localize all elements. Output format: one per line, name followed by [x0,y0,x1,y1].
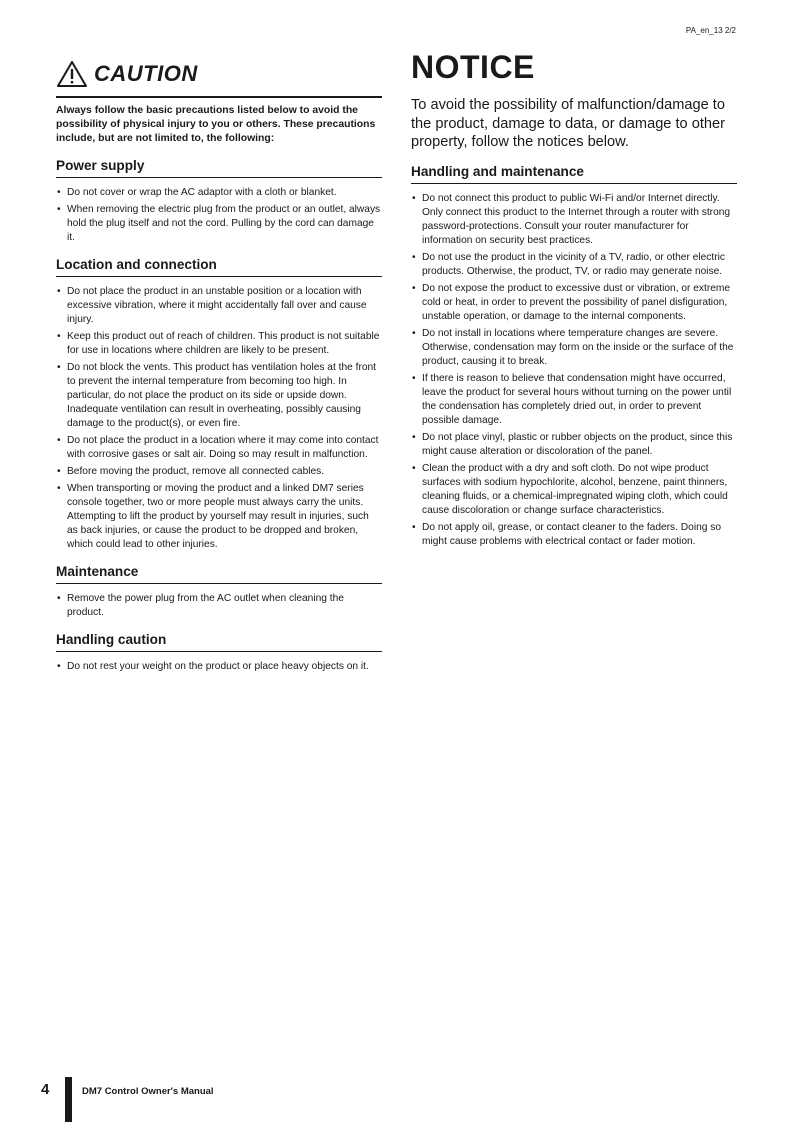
caution-column [56,52,382,677]
section-handling-caution [56,632,382,674]
list-item: • Do not block the vents. This product has ventilation holes at the front to prevent the internal temperature from becoming too high. In particular, do not place the product on its side or upside down. Inadequate ventilation can result in overheating, possibly causing damage to the product(s), or even fire. [56,361,382,431]
caution-intro: Always follow the basic precautions listed below to avoid the possibility of physical injury to you or others. These precautions include, but are not limited to, the following: [56,105,376,144]
notice-column [411,49,737,552]
list-item: • Do not connect this product to public Wi-Fi and/or Internet directly. Only connect this product to the Internet through a router with strong password-protections. Consult your router manufacturer for information on security best practices. [411,192,737,248]
notice-title: NOTICE [411,49,535,85]
section-heading: Handling caution [56,632,382,652]
list-item: • When transporting or moving the product and a linked DM7 series console together, two or more people must always carry the units. Attempting to lift the product by yourself may result in injuries, such as back injuries, or cause the product to be dropped and broken, which could lead to other injuries. [56,482,382,552]
list-item: • Do not expose the product to excessive dust or vibration, or extreme cold or heat, in order to prevent the possibility of panel disfiguration, unstable operation, or damage to the internal components. [411,282,737,324]
document-reference: PA_en_13 2/2 [685,26,736,35]
list-item: • Do not rest your weight on the product or place heavy objects on it. [56,660,382,674]
section-heading: Handling and maintenance [411,164,737,184]
list-item: • Keep this product out of reach of children. This product is not suitable for use in locations where children are likely to be present. [56,330,382,358]
list-item: • Do not use the product in the vicinity of a TV, radio, or other electric products. Otherwise, the product, TV, or radio may generate noise. [411,251,737,279]
list-item: • If there is reason to believe that condensation might have occurred, leave the product for several hours without turning on the power until the condensation has completely dried out, in order to prevent possible damage. [411,372,737,428]
list-item: • Clean the product with a dry and soft cloth. Do not wipe product surfaces with sodium hypochlorite, alcohol, benzene, paint thinners, cleaning fluids, or a chemical-impregnated wiping cloth, which could cause discoloration or change surface characteristics. [411,462,737,518]
section-maintenance [56,564,382,620]
section-handling-maintenance [411,164,737,549]
caution-header [56,52,382,98]
section-heading: Maintenance [56,564,382,584]
manual-title: DM7 Control Owner's Manual [82,1086,214,1097]
list-item: • Do not place the product in a location where it may come into contact with corrosive gases or salt air. Doing so may result in malfunction. [56,434,382,462]
list-item: • Do not cover or wrap the AC adaptor with a cloth or blanket. [56,186,382,200]
section-location-connection [56,257,382,552]
item-list [411,192,737,549]
section-power-supply [56,158,382,245]
section-heading: Power supply [56,158,382,178]
notice-intro: To avoid the possibility of malfunction/damage to the product, damage to data, or damage to other property, follow the notices below. [411,97,725,150]
list-item: • Do not apply oil, grease, or contact cleaner to the faders. Doing so might cause problems with electrical contact or fader motion. [411,521,737,549]
list-item: • Remove the power plug from the AC outlet when cleaning the product. [56,592,382,620]
caution-title: CAUTION [94,61,198,86]
item-list [56,186,382,245]
page-number: 4 [41,1081,50,1098]
footer-divider [65,1077,72,1122]
item-list [56,592,382,620]
list-item: • Before moving the product, remove all connected cables. [56,465,382,479]
warning-triangle-icon [56,60,88,88]
item-list [56,285,382,552]
list-item: • Do not install in locations where temperature changes are severe. Otherwise, condensation may form on the inside or the surface of the product, causing it to break. [411,327,737,369]
section-heading: Location and connection [56,257,382,277]
list-item: • Do not place vinyl, plastic or rubber objects on the product, since this might cause alteration or discoloration of the panel. [411,431,737,459]
list-item: • Do not place the product in an unstable position or a location with excessive vibration, where it might accidentally fall over and cause injury. [56,285,382,327]
list-item: • When removing the electric plug from the product or an outlet, always hold the plug itself and not the cord. Pulling by the cord can damage it. [56,203,382,245]
item-list [56,660,382,674]
